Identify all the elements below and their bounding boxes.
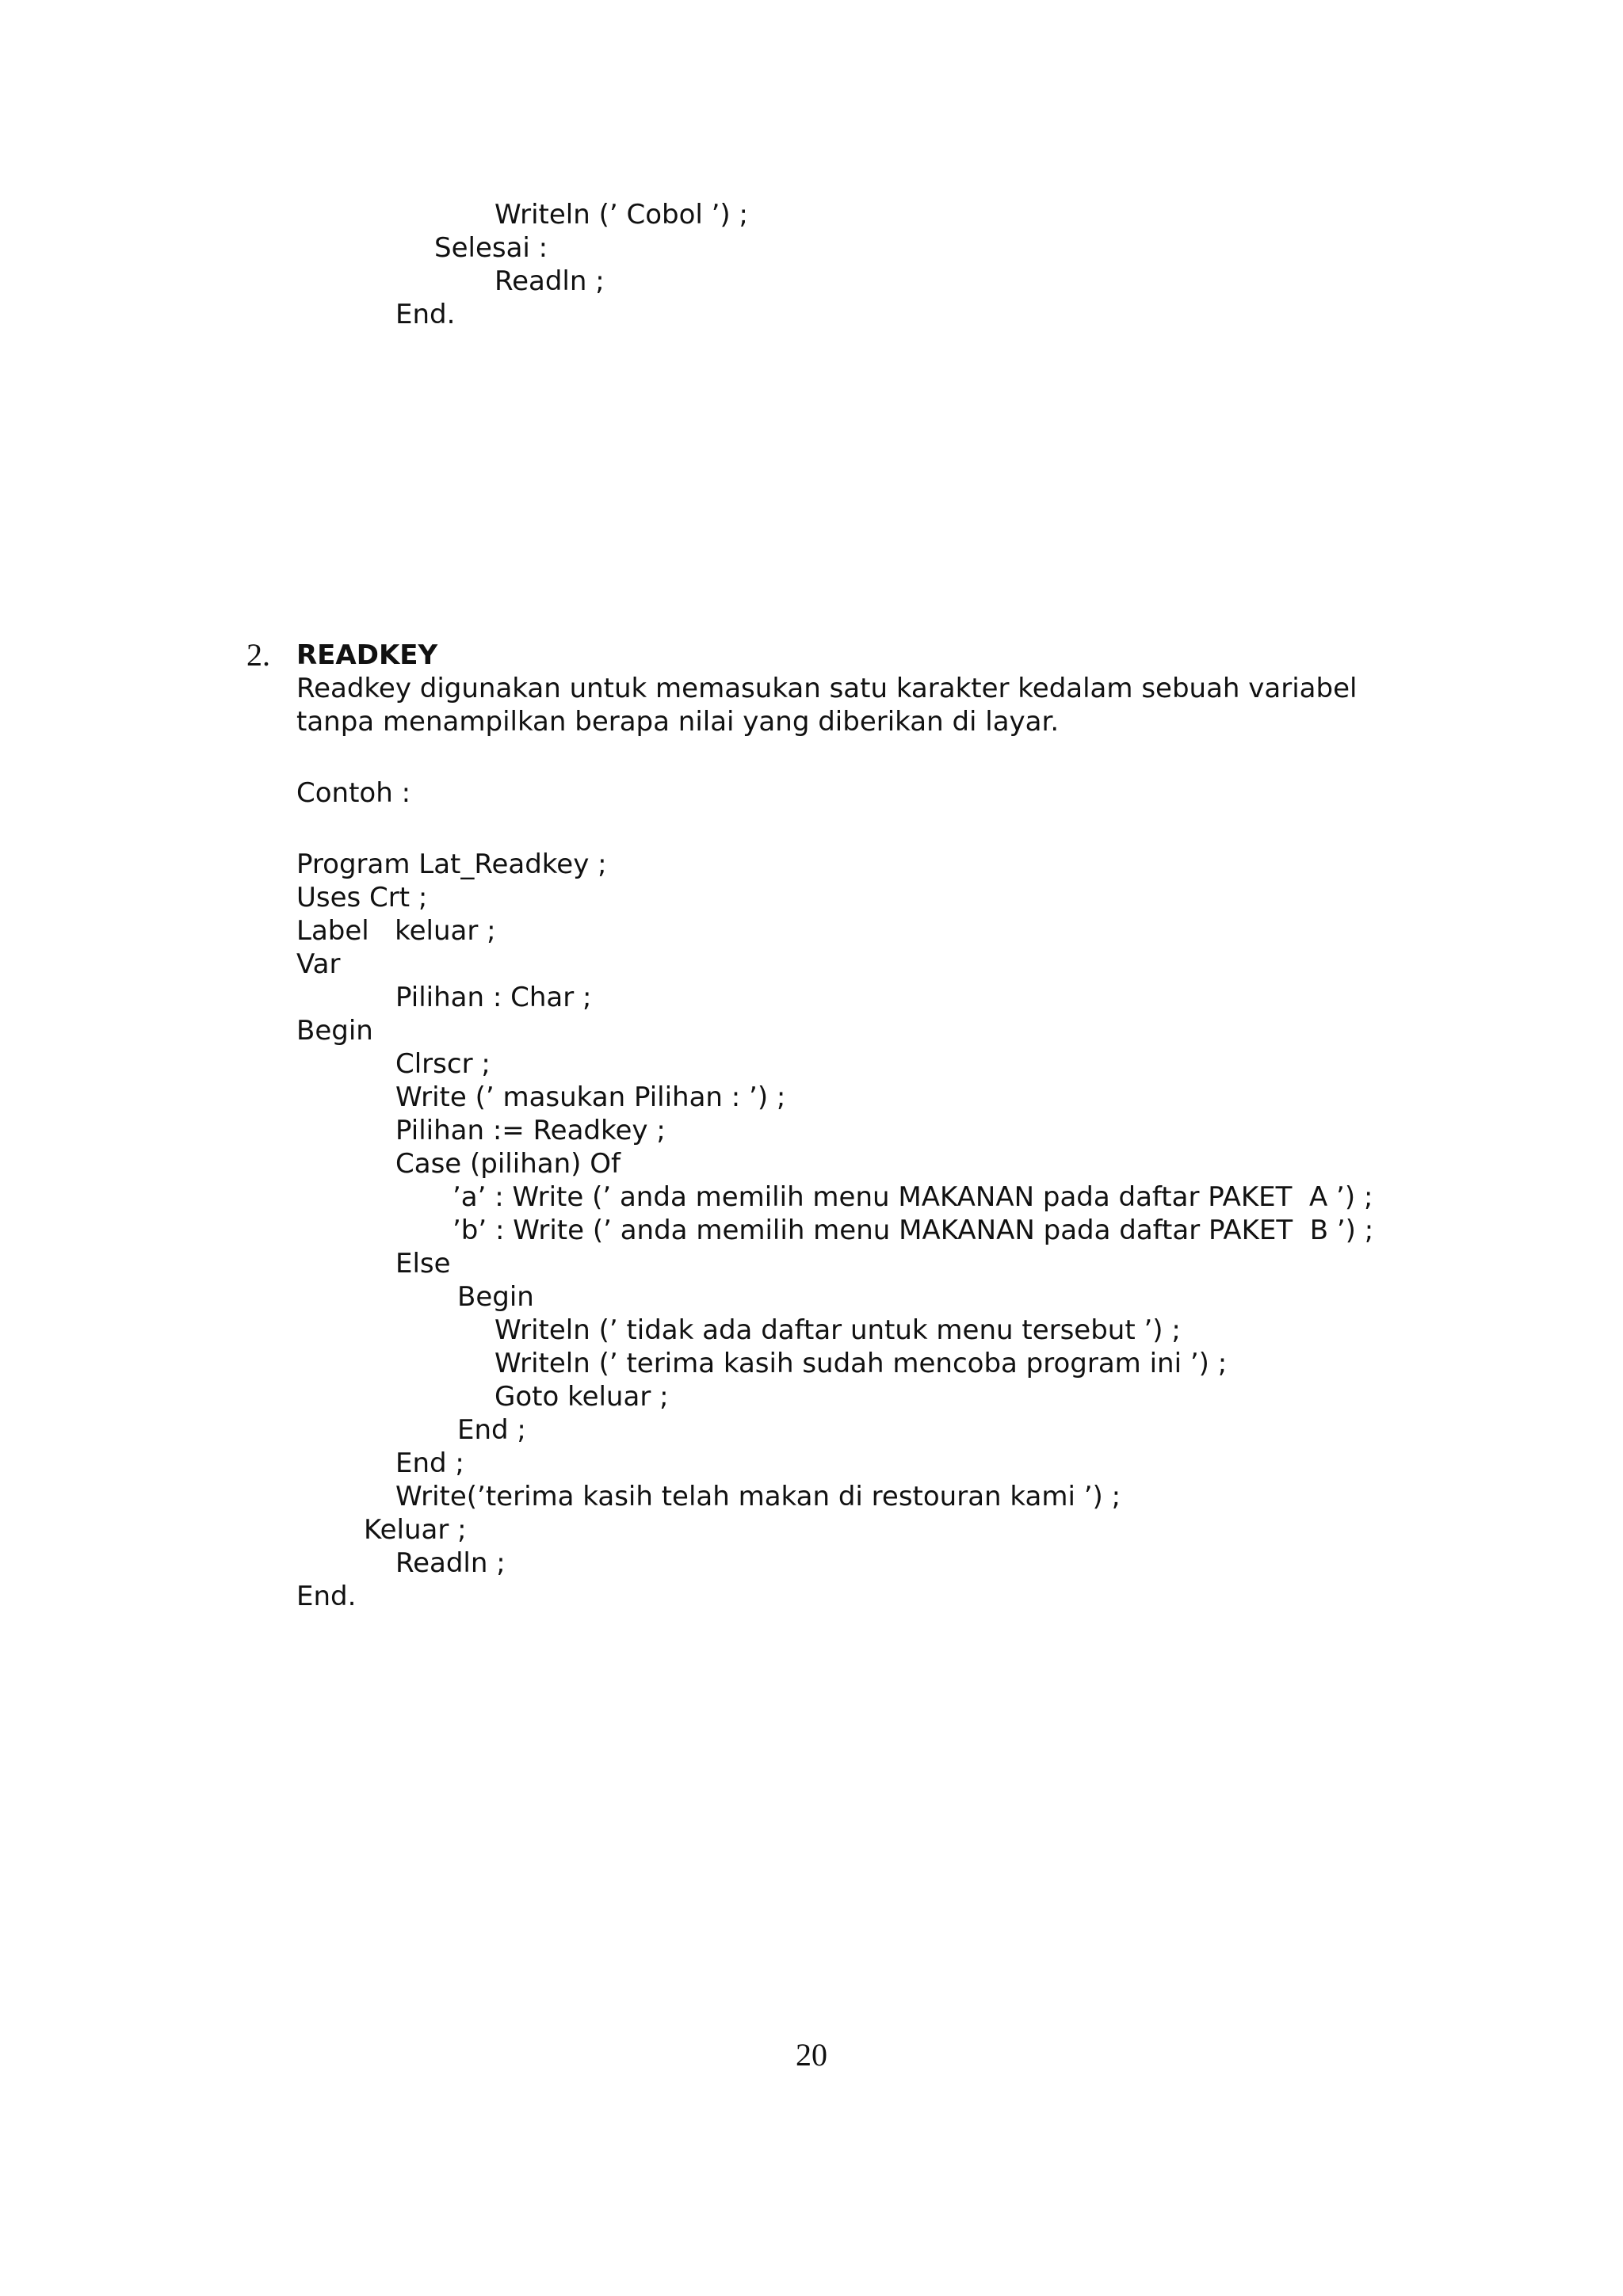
example-label: Contoh : [296, 777, 411, 809]
code-line: Keluar ; [364, 1514, 467, 1546]
code-line: Uses Crt ; [296, 882, 428, 913]
code-line: Program Lat_Readkey ; [296, 849, 607, 880]
description-line: tanpa menampilkan berapa nilai yang diberikan di layar. [296, 706, 1060, 738]
code-line: Write(’terima kasih telah makan di restouran kami ’) ; [395, 1481, 1121, 1512]
page-number: 20 [796, 2037, 827, 2073]
code-line: Pilihan := Readkey ; [395, 1115, 666, 1146]
code-line: Goto keluar ; [495, 1381, 669, 1413]
code-line: Writeln (’ terima kasih sudah mencoba program ini ’) ; [495, 1348, 1228, 1379]
code-line: Var [296, 948, 341, 980]
code-line: Selesai : [434, 232, 548, 264]
code-line: Clrscr ; [395, 1048, 491, 1080]
code-line: Pilihan : Char ; [395, 982, 592, 1013]
code-line: Write (’ masukan Pilihan : ’) ; [395, 1081, 786, 1113]
code-line: Writeln (’ Cobol ’) ; [495, 199, 748, 231]
code-line: ’b’ : Write (’ anda memilih menu MAKANAN pada daftar PAKET B ’) ; [453, 1215, 1374, 1246]
code-line: Label keluar ; [296, 915, 496, 947]
code-line: Begin [296, 1015, 373, 1047]
code-line: Readln ; [495, 265, 605, 297]
code-line: End. [395, 299, 456, 330]
code-line: Begin [457, 1281, 534, 1313]
section-title: READKEY [296, 639, 438, 671]
code-line: Readln ; [395, 1547, 506, 1579]
description-line: Readkey digunakan untuk memasukan satu karakter kedalam sebuah variabel [296, 673, 1358, 704]
code-line: End ; [395, 1447, 464, 1479]
code-line: End. [296, 1581, 357, 1612]
section-number: 2. [246, 637, 270, 673]
code-line: End ; [457, 1414, 526, 1446]
code-line: Else [395, 1248, 451, 1280]
code-line: ’a’ : Write (’ anda memilih menu MAKANAN pada daftar PAKET A ’) ; [453, 1181, 1373, 1213]
code-line: Writeln (’ tidak ada daftar untuk menu tersebut ’) ; [495, 1314, 1181, 1346]
code-line: Case (pilihan) Of [395, 1148, 621, 1180]
